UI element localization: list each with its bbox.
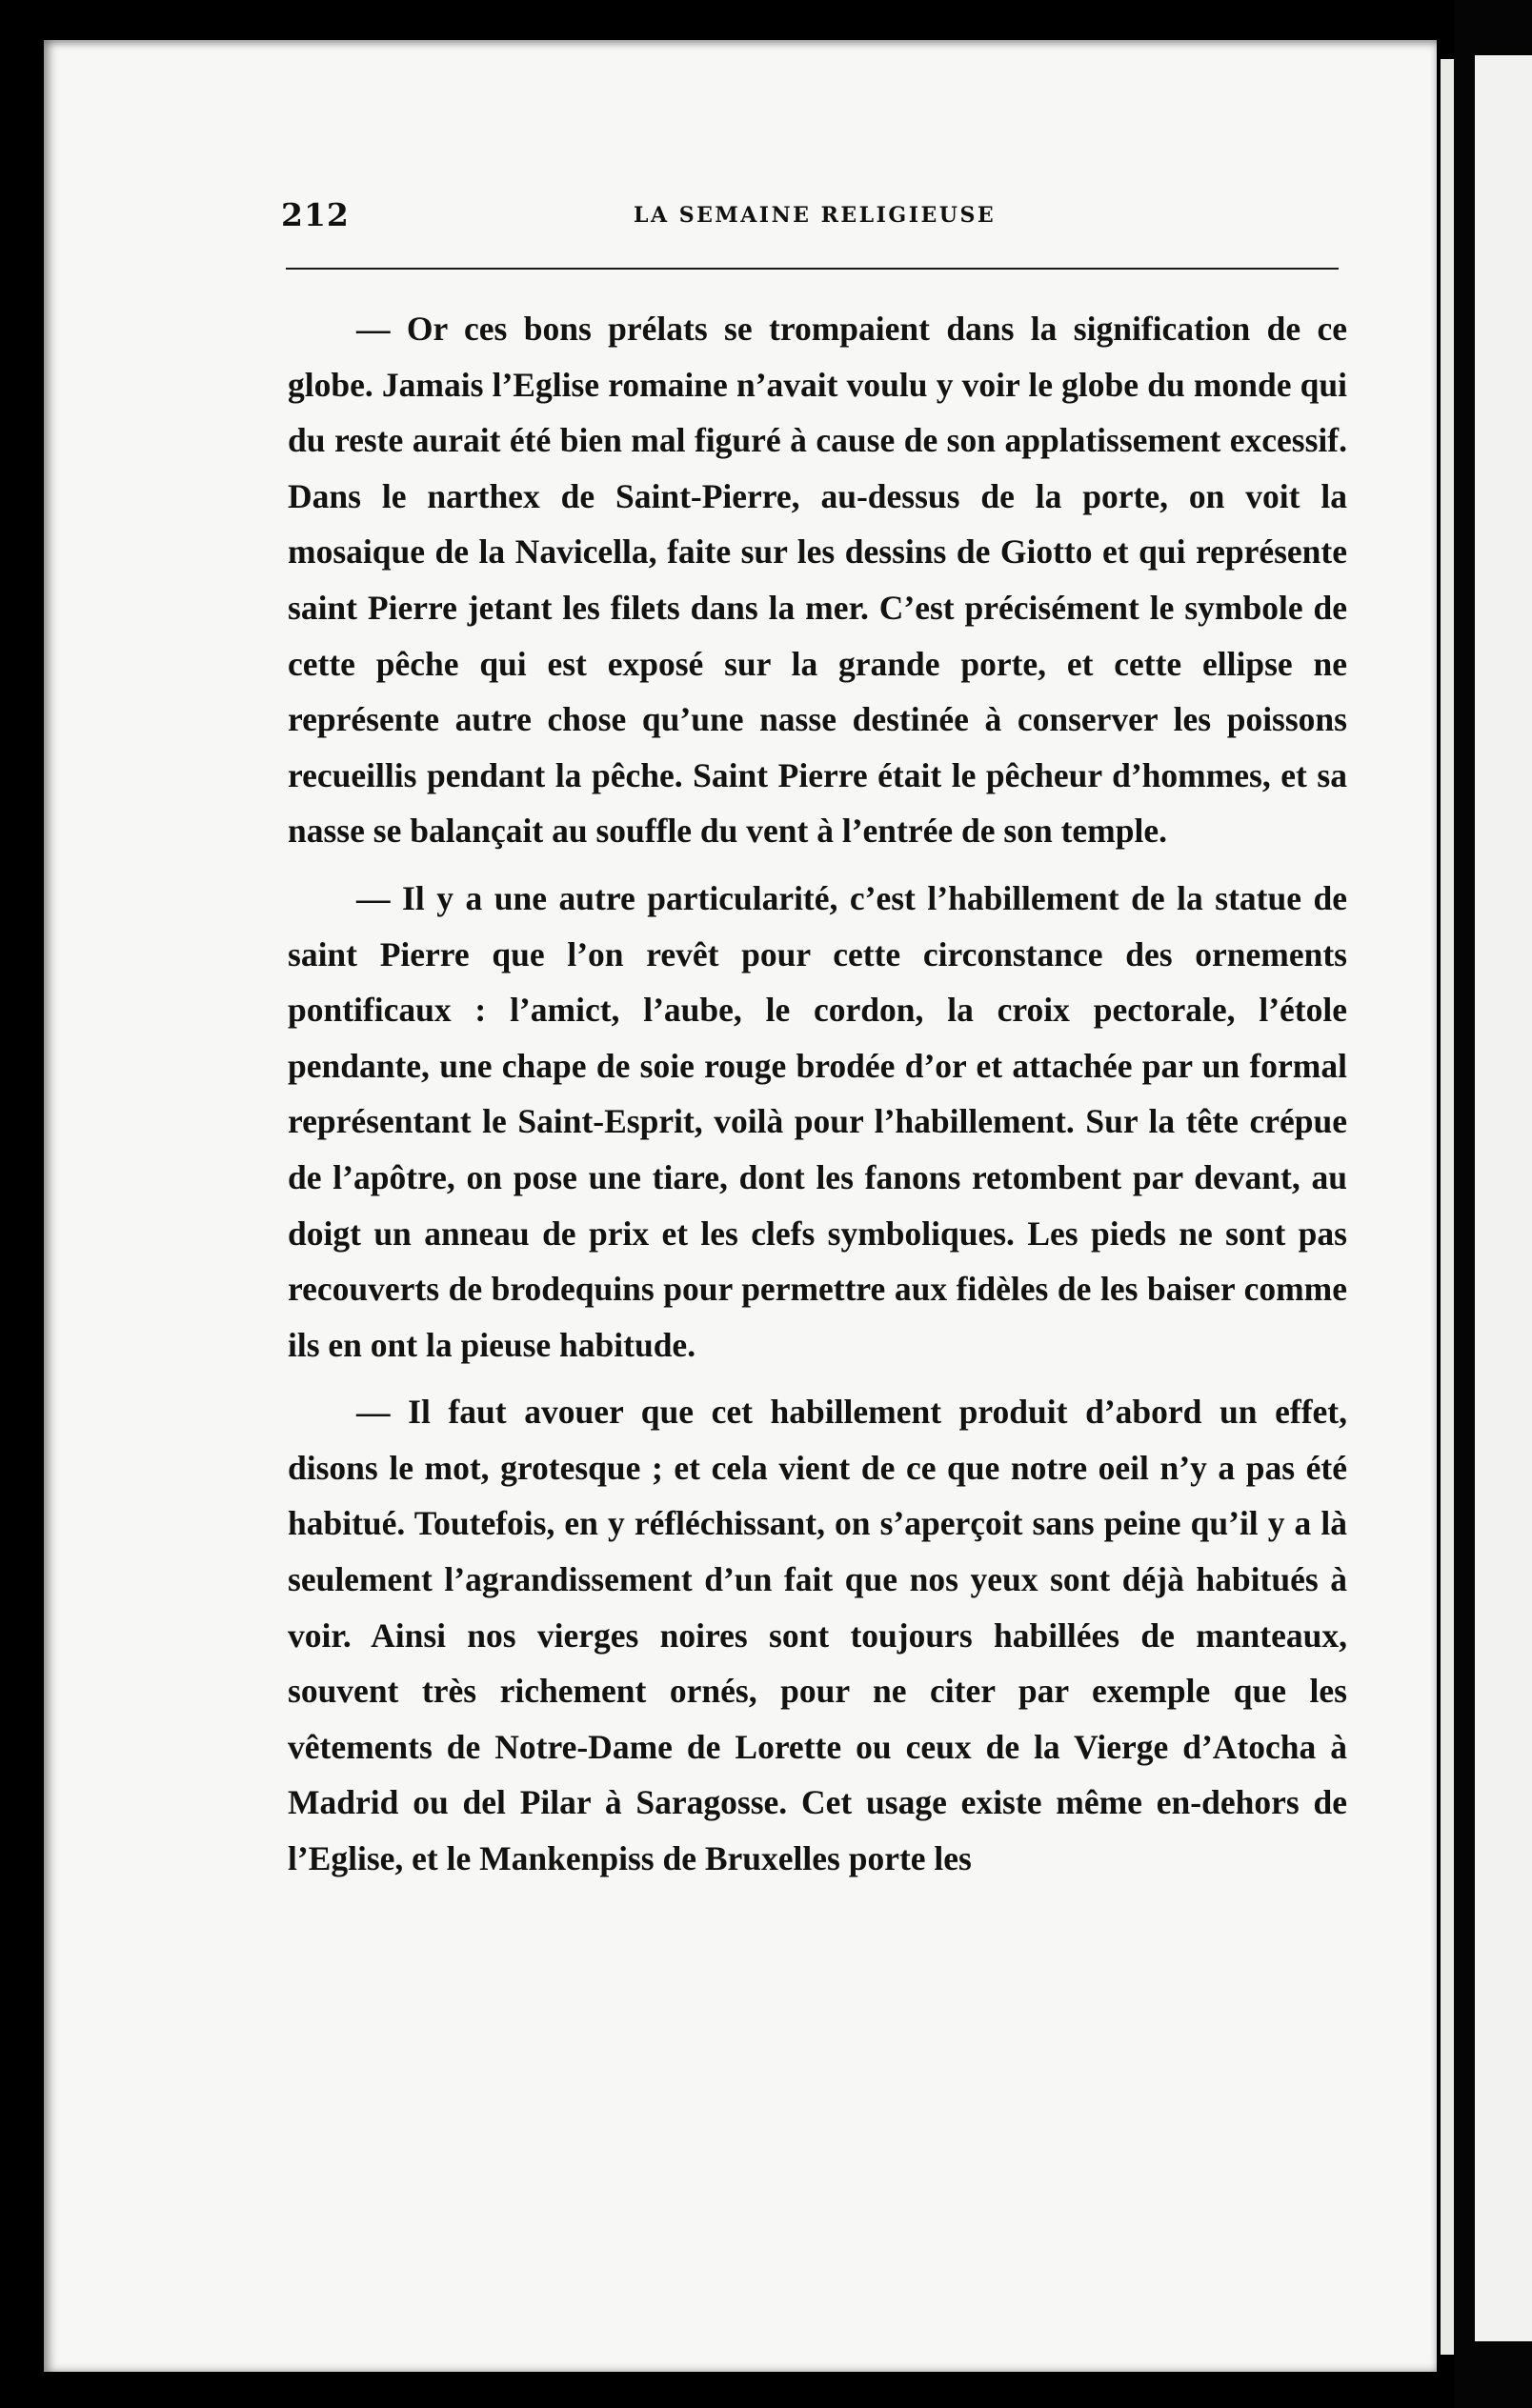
- paragraph-3: — Il faut avouer que cet habillement produit d’abord un effet, disons le mot, grotesque ; et cela vient de ce que notre oeil n’y a pas été habitué. Toutefois, en y réfléchissant, on s’aperçoit sans peine qu’il y a là seulement l’agrandissement d’un fait que nos yeux sont déjà habitués à voir. Ainsi nos vierges noires sont toujours habillées de manteaux, souvent très richement ornés, pour ne citer par exemple que les vêtements de Notre-Dame de Lorette ou ceux de la Vierge d’Atocha à Madrid ou del Pilar à Saragosse. Cet usage existe même en-dehors de l’Eglise, et le Mankenpiss de Bruxelles porte les: [288, 1393, 1347, 1878]
- body-text: [288, 301, 1347, 1887]
- header-rule: [286, 268, 1339, 270]
- page-edge: [1441, 59, 1454, 2355]
- page-number: 212: [281, 196, 350, 233]
- paragraph-2: — Il y a une autre particularité, c’est l’habillement de la statue de saint Pierre que l’on revêt pour cette circonstance des ornements pontificaux : l’amict, l’aube, le cordon, la croix pectorale, l’étole pendante, une chape de soie rouge brodée d’or et attachée par un formal représentant le Saint-Esprit, voilà pour l’habillement. Sur la tête crépue de l’apôtre, on pose une tiare, dont les fanons retombent par devant, au doigt un anneau de prix et les clefs symboliques. Les pieds ne sont pas recouverts de brodequins pour permettre aux fidèles de les baiser comme ils en ont la pieuse habitude.: [288, 878, 1347, 1364]
- paragraph-1: — Or ces bons prélats se trompaient dans la signification de ce globe. Jamais l’Eglise romaine n’avait voulu y voir le globe du monde qui du reste aurait été bien mal figuré à cause de son applatissement excessif. Dans le narthex de Saint-Pierre, au-dessus de la porte, on voit la mosaique de la Navicella, faite sur les dessins de Giotto et qui représente saint Pierre jetant les filets dans la mer. C’est précisément le symbole de cette pêche qui est exposé sur la grande porte, et cette ellipse ne représente autre chose qu’une nasse destinée à conserver les poissons recueillis pendant la pêche. Saint Pierre était le pêcheur d’hommes, et sa nasse se balançait au souffle du vent à l’entrée de son temple.: [288, 310, 1347, 851]
- page-header: [281, 196, 1339, 234]
- running-title: LA SEMAINE RELIGIEUSE: [634, 203, 997, 228]
- adjacent-page-edge: [1475, 55, 1532, 2341]
